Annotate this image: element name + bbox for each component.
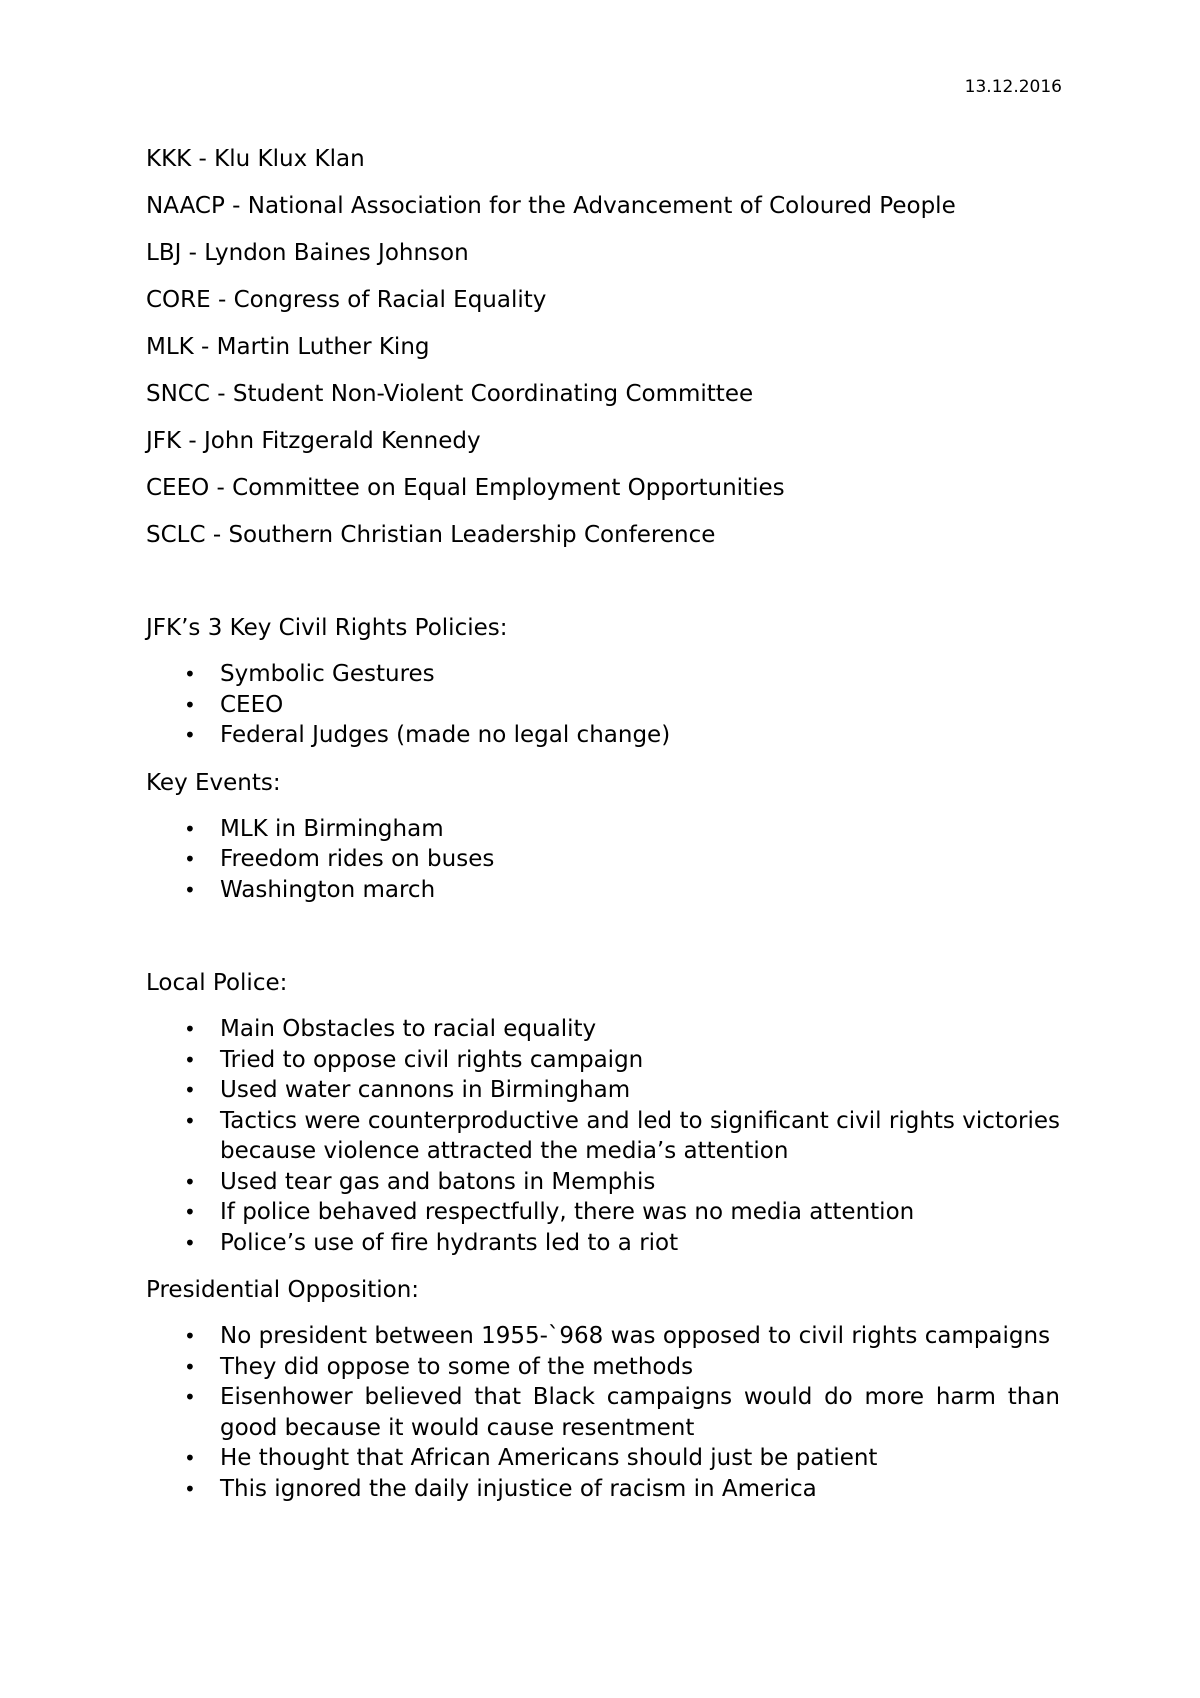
- spacer: [146, 1258, 1060, 1274]
- list-item-text: He thought that African Americans should just be patient: [220, 1445, 878, 1471]
- bullet-icon: •: [184, 1324, 196, 1348]
- bullet-icon: •: [184, 877, 196, 902]
- list-item: [146, 1228, 1060, 1259]
- section-heading-local-police: Local Police:: [146, 970, 288, 996]
- list-item: [146, 690, 1060, 721]
- list-item: [146, 814, 1060, 845]
- abbreviation-item: CORE - Congress of Racial Equality: [146, 287, 547, 313]
- list-item-text: No president between 1955-`968 was opposed to civil rights campaigns: [220, 1323, 1051, 1349]
- list-item: [146, 1167, 1060, 1198]
- bullet-icon: •: [184, 1108, 196, 1133]
- presidential-opposition-list: [146, 1321, 1060, 1504]
- section-heading-jfk-policies: JFK’s 3 Key Civil Rights Policies:: [146, 615, 508, 641]
- section-heading-key-events: Key Events:: [146, 769, 281, 796]
- bullet-icon: •: [184, 692, 196, 717]
- list-item: [146, 1045, 1060, 1076]
- list-item: [146, 659, 1060, 690]
- jfk-policies-list: [146, 659, 1060, 751]
- bullet-icon: •: [184, 1200, 196, 1224]
- list-item-text: If police behaved respectfully, there was no media attention: [220, 1199, 915, 1225]
- list-item-text: Used tear gas and batons in Memphis: [220, 1168, 656, 1195]
- abbreviation-item: JFK - John Fitzgerald Kennedy: [146, 428, 481, 454]
- bullet-icon: •: [184, 847, 196, 871]
- bullet-icon: •: [184, 1169, 196, 1194]
- list-item-text: They did oppose to some of the methods: [220, 1353, 694, 1380]
- document-body: [146, 143, 1060, 1504]
- list-item-text: Tactics were counterproductive and led to significant civil rights victories because violence attracted the media’s attention: [220, 1107, 1060, 1164]
- list-item: [146, 1474, 1060, 1505]
- abbreviation-item: MLK - Martin Luther King: [146, 334, 430, 360]
- list-item: [146, 1106, 1060, 1167]
- bullet-icon: •: [184, 1047, 196, 1072]
- list-item-text: Washington march: [220, 876, 436, 903]
- list-item: [146, 1352, 1060, 1383]
- list-item: [146, 1382, 1060, 1443]
- bullet-icon: •: [184, 1230, 196, 1255]
- abbreviation-list: [146, 143, 1060, 566]
- abbreviation-item: CEEO - Committee on Equal Employment Opportunities: [146, 475, 785, 501]
- spacer: [146, 751, 1060, 767]
- key-events-list: [146, 814, 1060, 906]
- list-item-text: This ignored the daily injustice of racism in America: [220, 1475, 817, 1502]
- spacer: [146, 905, 1060, 921]
- list-item: [146, 1014, 1060, 1045]
- list-item: [146, 875, 1060, 906]
- list-item: [146, 844, 1060, 875]
- list-item: [146, 1321, 1060, 1352]
- abbreviation-item: LBJ - Lyndon Baines Johnson: [146, 240, 469, 266]
- abbreviation-item: SNCC - Student Non-Violent Coordinating Committee: [146, 381, 754, 407]
- local-police-list: [146, 1014, 1060, 1258]
- list-item-text: Freedom rides on buses: [220, 846, 495, 872]
- bullet-icon: •: [184, 1385, 196, 1409]
- spacer: [146, 566, 1060, 612]
- spacer: [146, 921, 1060, 967]
- bullet-icon: •: [184, 1078, 196, 1102]
- bullet-icon: •: [184, 1446, 196, 1470]
- list-item: [146, 1197, 1060, 1228]
- list-item: [146, 1075, 1060, 1106]
- document-date: 13.12.2016: [964, 77, 1062, 97]
- bullet-icon: •: [184, 723, 196, 747]
- bullet-icon: •: [184, 816, 196, 841]
- list-item-text: Federal Judges (made no legal change): [220, 722, 671, 748]
- list-item: [146, 1443, 1060, 1474]
- list-item-text: Eisenhower believed that Black campaigns would do more harm than good because it would cause resentment: [220, 1384, 1060, 1441]
- list-item-text: MLK in Birmingham: [220, 815, 444, 842]
- list-item-text: Symbolic Gestures: [220, 661, 435, 687]
- abbreviation-item: KKK - Klu Klux Klan: [146, 146, 365, 172]
- list-item: [146, 720, 1060, 751]
- list-item-text: CEEO: [220, 691, 284, 718]
- section-heading-presidential-opposition: Presidential Opposition:: [146, 1277, 420, 1303]
- abbreviation-item: NAACP - National Association for the Advancement of Coloured People: [146, 193, 956, 219]
- list-item-text: Tried to oppose civil rights campaign: [220, 1046, 644, 1073]
- list-item-text: Police’s use of fire hydrants led to a riot: [220, 1229, 679, 1256]
- list-item-text: Used water cannons in Birmingham: [220, 1077, 631, 1103]
- list-item-text: Main Obstacles to racial equality: [220, 1016, 597, 1042]
- abbreviation-item: SCLC - Southern Christian Leadership Conference: [146, 522, 716, 548]
- bullet-icon: •: [184, 1476, 196, 1501]
- bullet-icon: •: [184, 662, 196, 686]
- bullet-icon: •: [184, 1354, 196, 1379]
- bullet-icon: •: [184, 1017, 196, 1041]
